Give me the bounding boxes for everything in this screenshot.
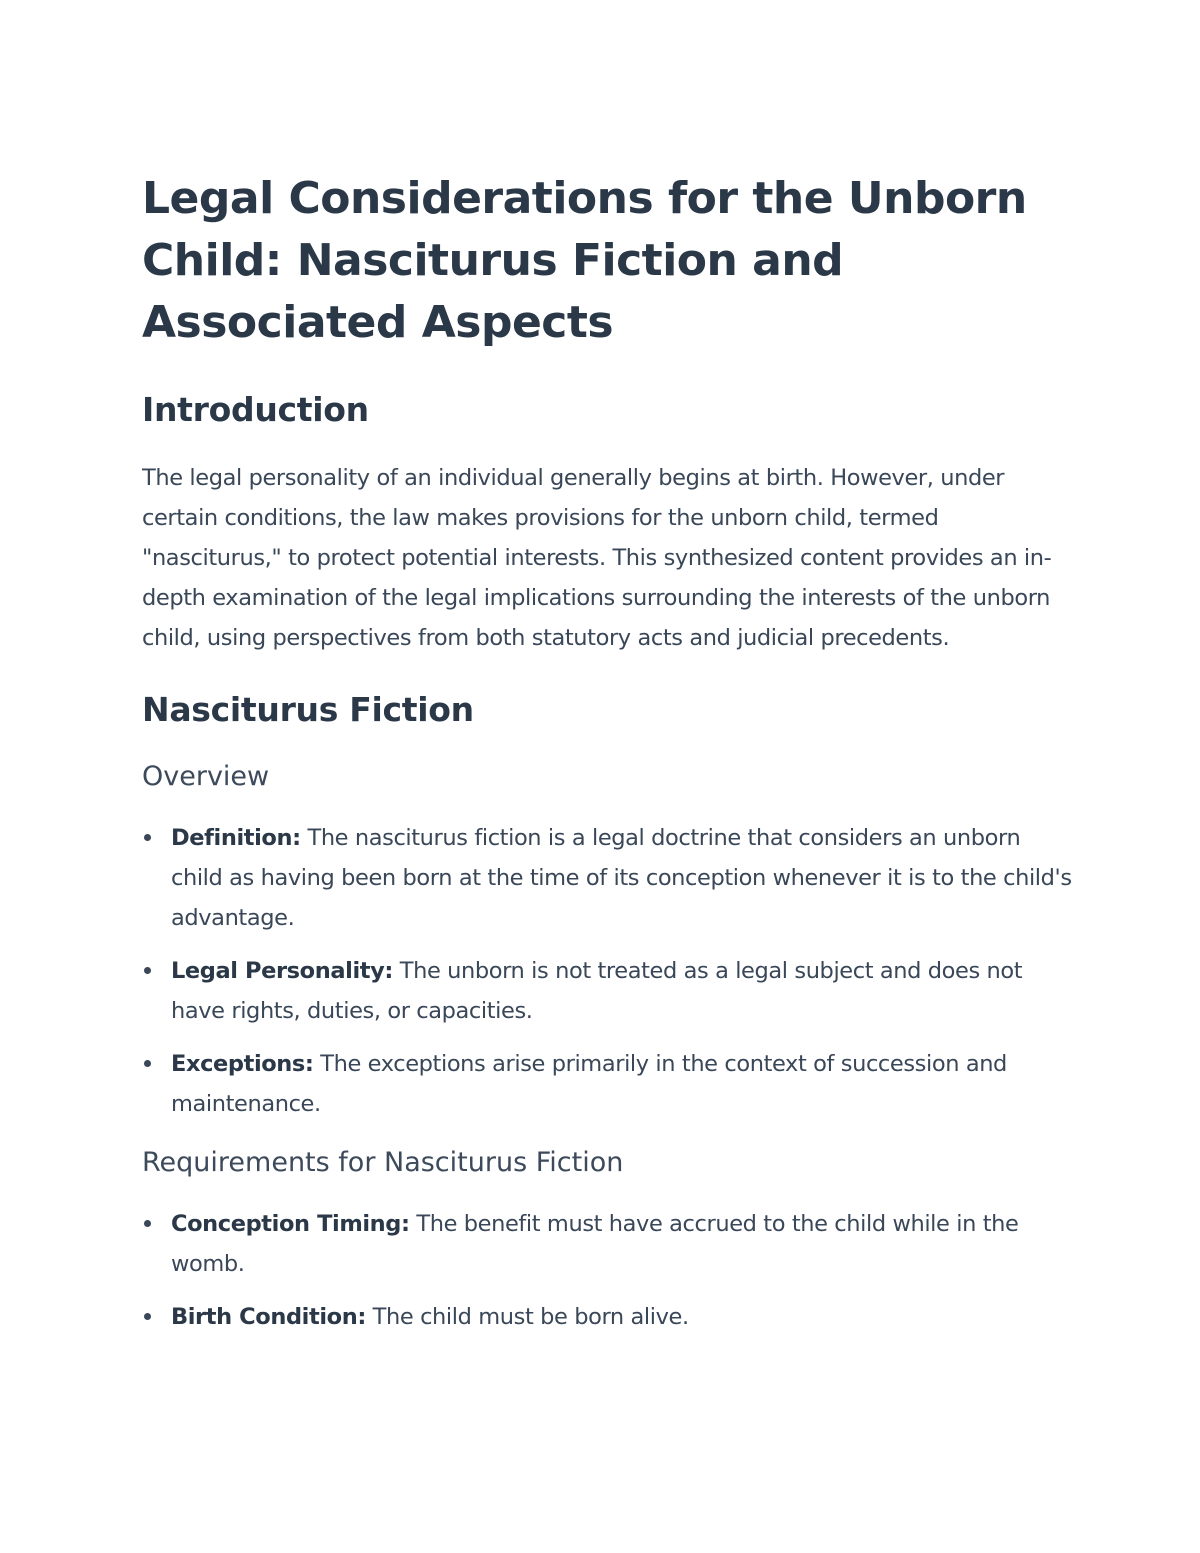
list-item [142,951,1072,1031]
introduction-paragraph: The legal personality of an individual generally begins at birth. However, under certain conditions, the law makes provisions for the unborn child, termed "nasciturus," to protect potential interests. This synthesized content provides an in-depth examination of the legal implications surrounding the interests of the unborn child, using perspectives from both statutory acts and judicial precedents. [142,465,1052,651]
document-title: Legal Considerations for the Unborn Child: Nasciturus Fiction and Associated Aspects [142,173,1027,348]
list-item [142,818,1072,938]
list-item-text: The nasciturus fiction is a legal doctrine that considers an unborn child as having been born at the time of its conception whenever it is to the child's advantage. [171,825,1072,931]
bullet-icon [144,1060,151,1067]
list-item [142,1044,1072,1124]
list-item [142,1204,1072,1284]
list-item-term: Birth Condition: [171,1304,366,1330]
list-item-text: The unborn is not treated as a legal subject and does not have rights, duties, or capacities. [171,958,1023,1024]
list-item-term: Conception Timing: [171,1211,410,1237]
document-page [142,168,1072,1357]
list-item-term: Exceptions: [171,1051,314,1077]
list-item-term: Definition: [171,825,301,851]
list-item-text: The exceptions arise primarily in the context of succession and maintenance. [171,1051,1007,1117]
section-heading-nasciturus-fiction: Nasciturus Fiction [142,690,474,729]
subsection-heading-requirements: Requirements for Nasciturus Fiction [142,1147,624,1178]
bullet-icon [144,834,151,841]
list-item-text: The benefit must have accrued to the child while in the womb. [171,1211,1019,1277]
section-heading-introduction: Introduction [142,390,369,429]
bullet-icon [144,967,151,974]
subsection-heading-overview: Overview [142,761,270,792]
overview-list [142,818,1072,1124]
list-item-text: The child must be born alive. [365,1304,689,1330]
list-item-term: Legal Personality: [171,958,393,984]
requirements-list [142,1204,1072,1337]
list-item [142,1297,1072,1337]
bullet-icon [144,1313,151,1320]
bullet-icon [144,1220,151,1227]
